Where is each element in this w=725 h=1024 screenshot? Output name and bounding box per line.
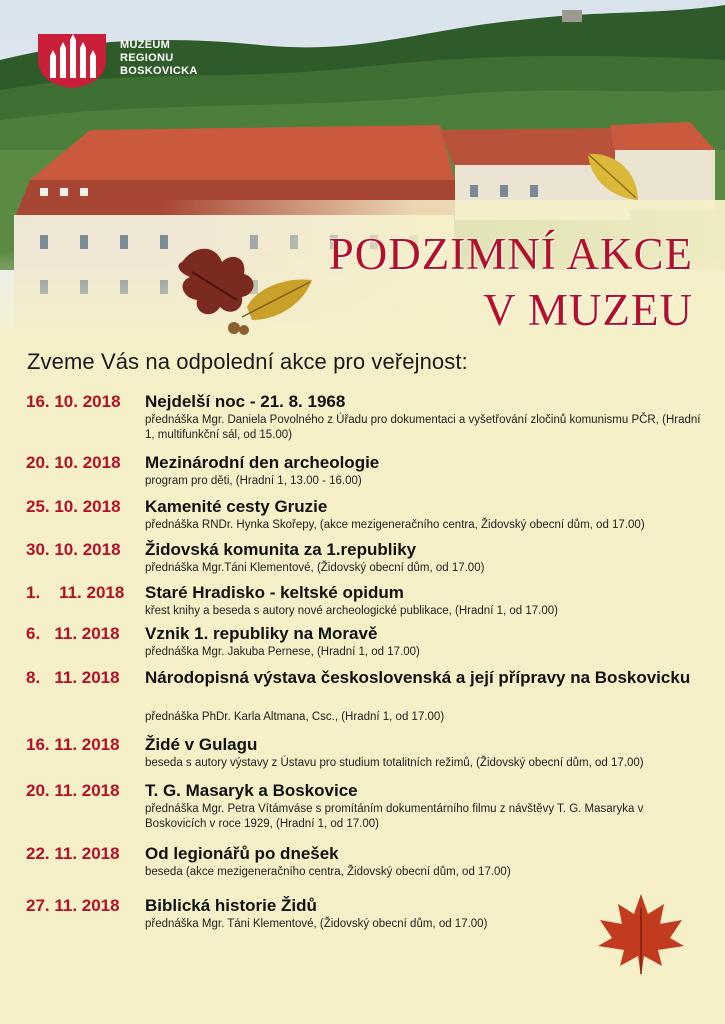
- event-title: T. G. Masaryk a Boskovice: [145, 781, 358, 800]
- page-title: [329, 226, 693, 338]
- event-title: Mezinárodní den archeologie: [145, 453, 380, 472]
- event-title: Národopisná výstava československá a její přípravy na Boskovicku: [145, 668, 691, 687]
- event-date: 16. 11. 2018: [26, 735, 120, 754]
- museum-emblem-icon: [30, 26, 114, 90]
- event-date: 1. 11. 2018: [26, 583, 125, 602]
- museum-logo: [30, 26, 198, 90]
- event-date: 16. 10. 2018: [26, 392, 121, 411]
- yellow-leaf-icon: [582, 148, 642, 208]
- event-date: 25. 10. 2018: [26, 497, 121, 516]
- event-date: 22. 11. 2018: [26, 844, 120, 863]
- title-line-2: V MUZEU: [483, 285, 693, 335]
- oak-leaves-icon: [172, 232, 322, 342]
- title-line-1: PODZIMNÍ AKCE: [328, 229, 693, 279]
- event-desc: přednáška Mgr. Petra Vítámváse s promítáním dokumentárního filmu z návštěvy T. G. Masaryka v Boskovicích v roce 1929, (Hradní 1, od 17.00): [145, 803, 644, 830]
- event-desc: přednáška Mgr.Táni Klementové, (Židovský obecní dům, od 17.00): [145, 562, 485, 574]
- logo-line-1: MUZEUM: [120, 38, 171, 51]
- event-desc: beseda (akce mezigeneračního centra, Židovský obecní dům, od 17.00): [145, 866, 511, 878]
- event-desc: přednáška Mgr. Daniela Povolného z Úřadu pro dokumentaci a vyšetřování zločinů komunismu PČR, (Hradní 1, multifunkční sál, od 15.00): [145, 414, 701, 441]
- logo-line-2: REGIONU: [120, 51, 174, 64]
- event-title: Židé v Gulagu: [145, 735, 258, 754]
- event-date: 8. 11. 2018: [26, 668, 120, 687]
- event-title: Biblická historie Židů: [145, 896, 317, 915]
- event-desc: křest knihy a beseda s autory nové archeologické publikace, (Hradní 1, od 17.00): [145, 605, 558, 617]
- event-title: Židovská komunita za 1.republiky: [145, 540, 417, 559]
- logo-text: [120, 39, 198, 78]
- event-date: 6. 11. 2018: [26, 624, 120, 643]
- event-date: 30. 10. 2018: [26, 540, 121, 559]
- event-desc: přednáška Mgr. Jakuba Pernese, (Hradní 1, od 17.00): [145, 646, 420, 658]
- event-date: 20. 10. 2018: [26, 453, 121, 472]
- event-desc: beseda s autory výstavy z Ústavu pro studium totalitních režimů, (Židovský obecní dům, od 17.00): [145, 757, 644, 769]
- event-desc: program pro děti, (Hradní 1, 13.00 - 16.00): [145, 475, 362, 487]
- event-desc: přednáška Mgr. Táni Klementové, (Židovský obecní dům, od 17.00): [145, 918, 488, 930]
- intro-text: Zveme Vás na odpolední akce pro veřejnost:: [27, 349, 468, 374]
- event-date: 20. 11. 2018: [26, 781, 120, 800]
- event-desc: přednáška RNDr. Hynka Skořepy, (akce mezigeneračního centra, Židovský obecní dům, od 17.00): [145, 519, 645, 531]
- event-title: Vznik 1. republiky na Moravě: [145, 624, 378, 643]
- event-date: 27. 11. 2018: [26, 896, 120, 915]
- event-title: Od legionářů po dnešek: [145, 844, 339, 863]
- event-title: Kamenité cesty Gruzie: [145, 497, 328, 516]
- event-title: Nejdelší noc - 21. 8. 1968: [145, 392, 346, 411]
- event-desc: přednáška PhDr. Karla Altmana, Csc., (Hradní 1, od 17.00): [145, 711, 445, 723]
- event-title: Staré Hradisko - keltské opidum: [145, 583, 404, 602]
- logo-line-3: BOSKOVICKA: [120, 64, 198, 77]
